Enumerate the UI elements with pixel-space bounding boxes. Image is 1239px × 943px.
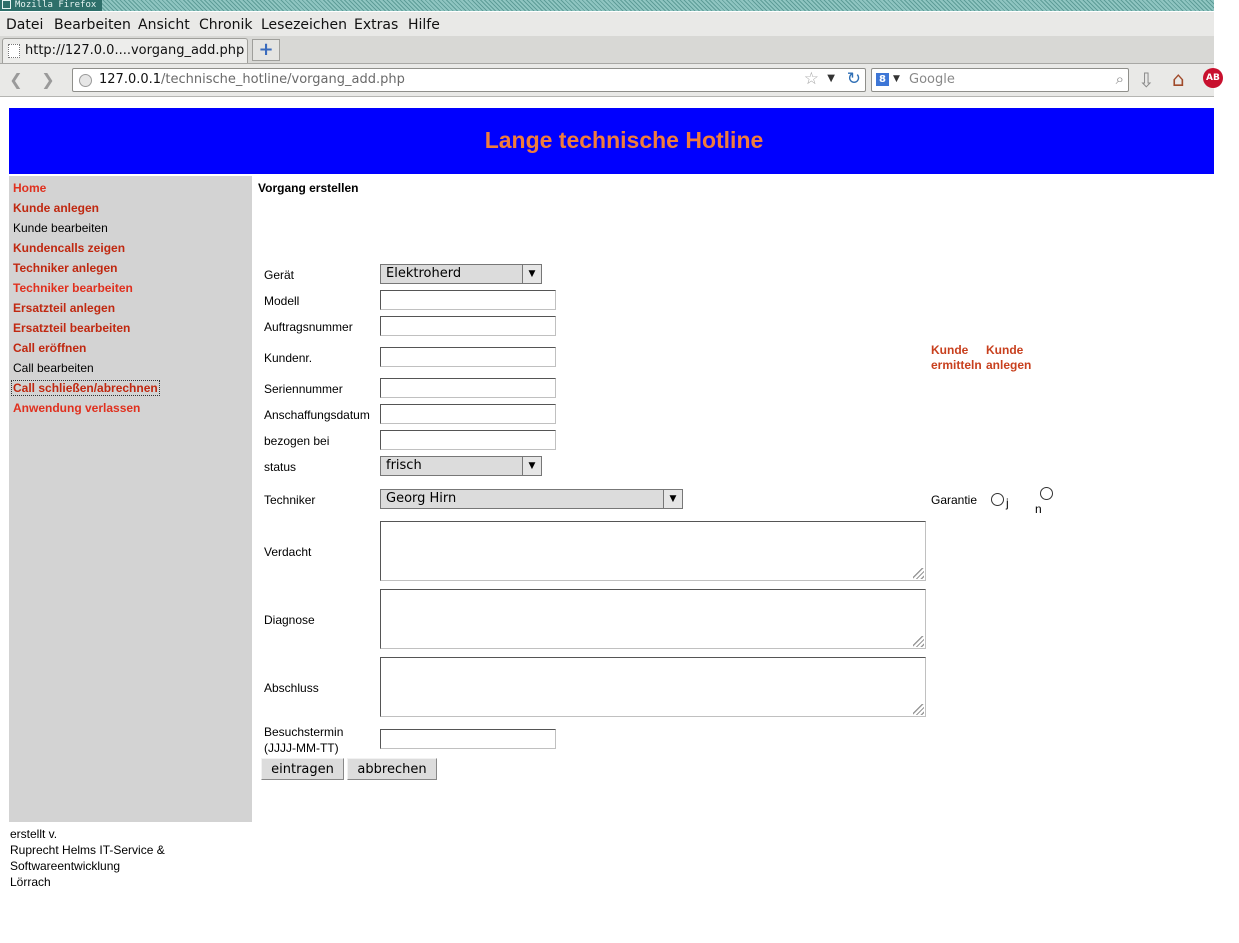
- abschluss-label: Abschluss: [264, 681, 319, 695]
- kundennr-input[interactable]: [380, 347, 556, 367]
- form-heading: Vorgang erstellen: [258, 181, 359, 195]
- footer-line: Ruprecht Helms IT-Service &: [10, 843, 165, 857]
- resize-grip-icon[interactable]: [913, 568, 924, 579]
- menu-lesezeichen[interactable]: Lesezeichen: [261, 17, 347, 33]
- verdacht-textarea[interactable]: [380, 521, 926, 581]
- status-value: frisch: [386, 458, 422, 473]
- page-favicon-icon: [8, 44, 20, 58]
- sidebar-item-ersatzteil-bearbeiten[interactable]: Ersatzteil bearbeiten: [13, 321, 131, 335]
- menu-chronik[interactable]: Chronik: [199, 17, 253, 33]
- bezogen-bei-label: bezogen bei: [264, 434, 330, 448]
- abbrechen-button[interactable]: abbrechen: [347, 758, 437, 780]
- sidebar-item-home[interactable]: Home: [13, 181, 47, 195]
- geraet-select[interactable]: [380, 264, 542, 284]
- garantie-n-radio[interactable]: [1040, 487, 1053, 500]
- status-label: status: [264, 460, 297, 474]
- menu-hilfe[interactable]: Hilfe: [408, 17, 440, 33]
- auftragsnummer-label: Auftragsnummer: [264, 320, 353, 334]
- besuchstermin-input[interactable]: [380, 729, 556, 749]
- search-icon[interactable]: ⌕: [1115, 70, 1124, 88]
- techniker-label: Techniker: [264, 493, 316, 507]
- forward-icon[interactable]: ❯: [41, 70, 55, 89]
- kunde-anlegen-link[interactable]: Kunde anlegen: [986, 343, 1032, 372]
- sidebar-item-call-schliessen[interactable]: Call schließen/abrechnen: [13, 381, 158, 395]
- search-bar[interactable]: [871, 68, 1129, 92]
- window-title: Mozilla Firefox: [0, 0, 102, 11]
- sidebar-item-techniker-bearbeiten[interactable]: Techniker bearbeiten: [13, 281, 133, 295]
- reload-icon[interactable]: ↻: [846, 69, 861, 89]
- sidebar-item-kunde-bearbeiten[interactable]: Kunde bearbeiten: [13, 221, 108, 235]
- navigation-toolbar: [0, 64, 1220, 97]
- menubar: [0, 12, 1214, 36]
- modell-label: Modell: [264, 294, 300, 308]
- garantie-n-label: n: [1035, 502, 1042, 516]
- kundennr-label: Kundenr.: [264, 351, 313, 365]
- garantie-label: Garantie: [931, 493, 978, 507]
- techniker-value: Georg Hirn: [386, 491, 457, 506]
- new-tab-button[interactable]: +: [252, 39, 280, 61]
- window-titlebar: [0, 0, 1214, 11]
- sidebar-item-anwendung-verlassen[interactable]: Anwendung verlassen: [13, 401, 141, 415]
- site-identity-icon[interactable]: [79, 74, 92, 87]
- modell-input[interactable]: [380, 290, 556, 310]
- page-header: [9, 108, 1214, 174]
- window-menu-icon[interactable]: [2, 0, 11, 9]
- menu-bearbeiten[interactable]: Bearbeiten: [54, 17, 131, 33]
- chevron-down-icon: ▼: [522, 265, 541, 283]
- resize-grip-icon[interactable]: [913, 636, 924, 647]
- status-select[interactable]: [380, 456, 542, 476]
- anschaffungsdatum-input[interactable]: [380, 404, 556, 424]
- diagnose-label: Diagnose: [264, 613, 315, 627]
- search-engine-dropdown-icon[interactable]: ▼: [893, 74, 900, 84]
- diagnose-textarea[interactable]: [380, 589, 926, 649]
- bezogen-bei-input[interactable]: [380, 430, 556, 450]
- menu-datei[interactable]: Datei: [6, 17, 44, 33]
- tab-active[interactable]: [2, 38, 248, 63]
- anschaffungsdatum-label: Anschaffungsdatum: [264, 408, 370, 422]
- page-title: Lange technische Hotline: [484, 127, 764, 153]
- search-engine-icon[interactable]: 8: [876, 73, 889, 86]
- search-input[interactable]: Google: [909, 72, 955, 87]
- garantie-j-radio[interactable]: [991, 493, 1004, 506]
- garantie-j-label: j: [1006, 496, 1009, 510]
- techniker-select[interactable]: [380, 489, 683, 509]
- seriennummer-label: Seriennummer: [264, 382, 343, 396]
- besuchstermin-label: Besuchstermin: [264, 725, 344, 739]
- menu-extras[interactable]: Extras: [354, 17, 399, 33]
- sidebar-item-kundencalls-zeigen[interactable]: Kundencalls zeigen: [13, 241, 126, 255]
- chevron-down-icon: ▼: [522, 457, 541, 475]
- seriennummer-input[interactable]: [380, 378, 556, 398]
- tab-title: http://127.0.0....vorgang_add.php: [25, 43, 245, 58]
- bookmark-star-icon[interactable]: ☆: [803, 69, 819, 89]
- kunde-ermitteln-link[interactable]: Kunde ermitteln: [931, 343, 982, 372]
- url-bar[interactable]: [72, 68, 866, 92]
- resize-grip-icon[interactable]: [913, 704, 924, 715]
- eintragen-button[interactable]: eintragen: [261, 758, 344, 780]
- geraet-label: Gerät: [264, 268, 295, 282]
- menu-ansicht[interactable]: Ansicht: [138, 17, 190, 33]
- sidebar-menu: [9, 176, 252, 822]
- home-icon[interactable]: ⌂: [1172, 67, 1185, 91]
- auftragsnummer-input[interactable]: [380, 316, 556, 336]
- chevron-down-icon: ▼: [663, 490, 682, 508]
- url-path: /technische_hotline/vorgang_add.php: [161, 72, 405, 87]
- url-text: 127.0.0.1/technische_hotline/vorgang_add.php: [99, 72, 405, 87]
- footer-line: Lörrach: [10, 875, 51, 889]
- tab-strip: [0, 36, 1214, 64]
- adblock-icon[interactable]: AB: [1203, 68, 1223, 88]
- abschluss-textarea[interactable]: [380, 657, 926, 717]
- sidebar-item-call-eroeffnen[interactable]: Call eröffnen: [13, 341, 87, 355]
- geraet-value: Elektroherd: [386, 266, 462, 281]
- sidebar-item-techniker-anlegen[interactable]: Techniker anlegen: [13, 261, 118, 275]
- url-history-dropdown-icon[interactable]: ▼: [827, 73, 835, 84]
- sidebar-item-call-bearbeiten[interactable]: Call bearbeiten: [13, 361, 94, 375]
- back-icon[interactable]: ❮: [9, 70, 23, 89]
- verdacht-label: Verdacht: [264, 545, 312, 559]
- besuchstermin-format-label: (JJJJ-MM-TT): [264, 741, 339, 755]
- sidebar-item-ersatzteil-anlegen[interactable]: Ersatzteil anlegen: [13, 301, 116, 315]
- download-icon[interactable]: ⇩: [1138, 68, 1155, 92]
- footer-line: Softwareentwicklung: [10, 859, 121, 873]
- sidebar-item-kunde-anlegen[interactable]: Kunde anlegen: [13, 201, 100, 215]
- footer-credits: [10, 826, 165, 890]
- footer-line: erstellt v.: [10, 827, 58, 841]
